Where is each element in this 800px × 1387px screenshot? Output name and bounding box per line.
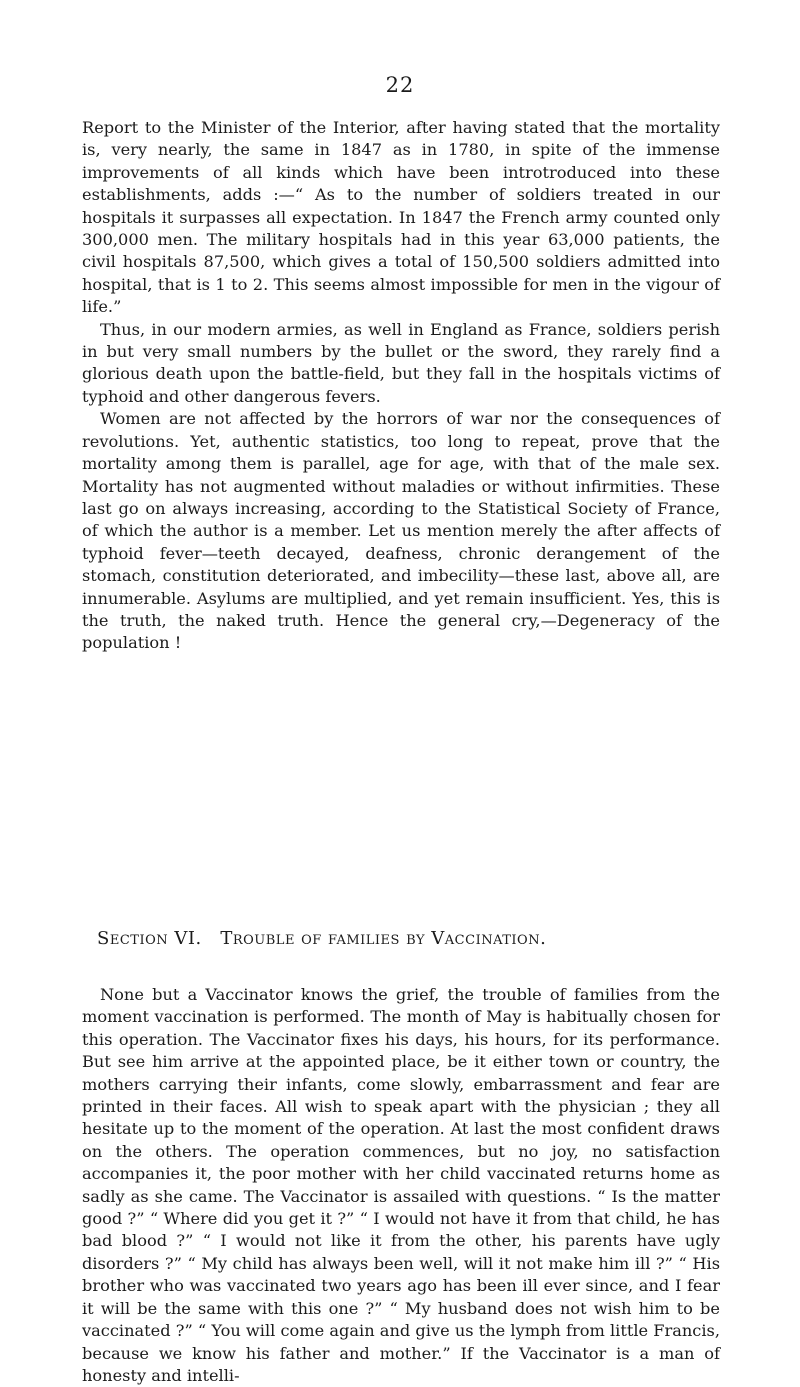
section-heading [97,928,737,949]
paragraph-vaccinator-grief: None but a Vaccinator knows the grief, the trouble of families from the moment vaccination is performed. The month of May is habitually chosen for this operation. The Vaccinator fixes his days, his hours, for its performance. But see him arrive at the appointed place, be it either town or country, the mothers carrying their infants, come slowly, embarrassment and fear are printed in their faces. All wish to speak apart with the physician ; they all hesitate up to the moment of the operation. At last the most confident draws on the others. The operation commences, but no joy, no satisfaction accompanies it, the poor mother with her child vaccinated returns home as sadly as she came. The Vaccinator is assailed with questions. “ Is the matter good ?” “ Where did you get it ?” “ I would not have it from that child, he has bad blood ?” “ I would not like it from the other, his parents have ugly disorders ?” “ My child has always been well, will it not make him ill ?” “ His brother who was vaccinated two years ago has been ill ever since, and I fear it will be the same with this one ?” “ My husband does not wish him to be vaccinated ?” “ You will come again and give us the lymph from little Francis, because we know his father and mother.” If the Vaccinator is a man of honesty and intelli- [82,985,720,1385]
body-text-top [82,117,720,655]
page-number: 22 [385,73,415,97]
section-label: Section VI. [97,928,202,949]
paragraph-report-quote: Report to the Minister of the Interior, after having stated that the mortality is, very nearly, the same in 1847 as in 1780, in spite of the immense improvements of all kinds which have been introtroduced into these establishments, adds :—“ As to the number of soldiers treated in our hospitals it surpasses all expectation. In 1847 the French army counted only 300,000 men. The military hospitals had in this year 63,000 patients, the civil hospitals 87,500, which gives a total of 150,500 soldiers admitted into hospital, that is 1 to 2. This seems almost impossible for men in the vigour of life.” [82,118,720,317]
body-text-bottom [82,984,720,1387]
section-title: Trouble of families by Vaccination. [220,928,547,949]
paragraph-women-mortality: Women are not affected by the horrors of war nor the consequences of revolutions. Yet, authentic statistics, too long to repeat, prove that the mortality among them is parallel, age for age, with that of the male sex. Mortality has not augmented without maladies or without infirmities. These last go on always increasing, according to the Statistical Society of France, of which the author is a member. Let us mention merely the after affects of typhoid fever—teeth decayed, deafness, chronic derangement of the stomach, constitution deteriorated, and imbecility—these last, above all, are innumerable. Asylums are multiplied, and yet remain insufficient. Yes, this is the truth, the naked truth. Hence the general cry,—Degeneracy of the population ! [82,409,720,653]
paragraph-modern-armies: Thus, in our modern armies, as well in England as France, soldiers perish in but very small numbers by the bullet or the sword, they rarely find a glorious death upon the battle-field, but they fall in the hospitals victims of typhoid and other dangerous fevers. [82,319,720,406]
